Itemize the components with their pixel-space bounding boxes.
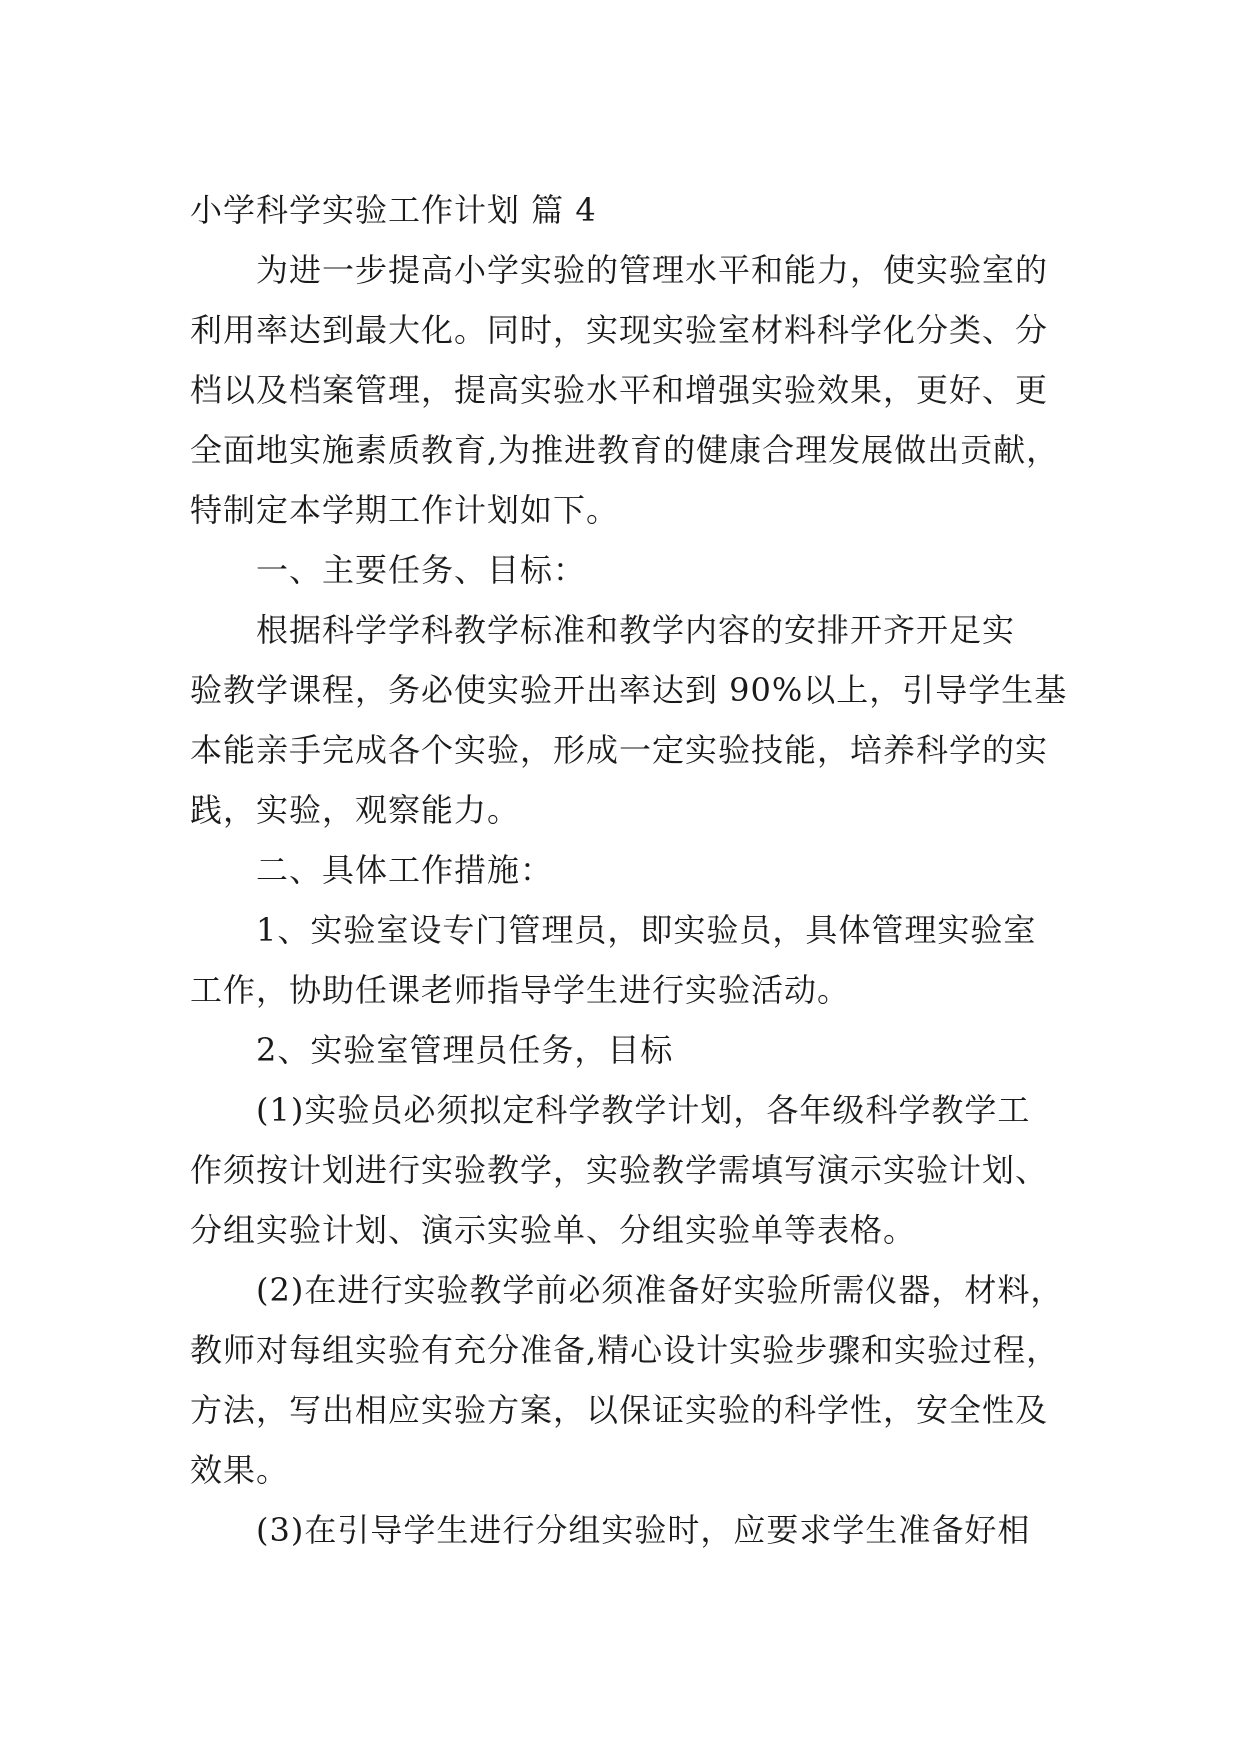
paragraph-line: 方法，写出相应实验方案，以保证实验的科学性，安全性及 xyxy=(190,1391,1049,1429)
paragraph-line: 特制定本学期工作计划如下。 xyxy=(190,491,620,529)
paragraph-line: 为进一步提高小学实验的管理水平和能力，使实验室的 xyxy=(256,251,1049,289)
paragraph-line: 1、实验室设专门管理员，即实验员，具体管理实验室 xyxy=(256,911,1037,949)
paragraph-line: 工作，协助任课老师指导学生进行实验活动。 xyxy=(190,971,851,1009)
paragraph-line: (1)实验员必须拟定科学教学计划，各年级科学教学工 xyxy=(256,1091,1031,1129)
paragraph-line: 利用率达到最大化。同时，实现实验室材料科学化分类、分 xyxy=(190,311,1049,349)
section-heading: 二、具体工作措施： xyxy=(256,851,554,889)
paragraph-line: 2、实验室管理员任务，目标 xyxy=(256,1031,674,1069)
paragraph-line: 全面地实施素质教育,为推进教育的健康合理发展做出贡献， xyxy=(190,431,1060,469)
paragraph-line: 分组实验计划、演示实验单、分组实验单等表格。 xyxy=(190,1211,917,1249)
section-heading: 一、主要任务、目标： xyxy=(256,551,587,589)
paragraph-line: 验教学课程，务必使实验开出率达到 90%以上，引导学生基 xyxy=(190,671,1068,709)
paragraph-line: 档以及档案管理，提高实验水平和增强实验效果，更好、更 xyxy=(190,371,1049,409)
paragraph-line: (3)在引导学生进行分组实验时，应要求学生准备好相 xyxy=(256,1511,1031,1549)
paragraph-line: 本能亲手完成各个实验，形成一定实验技能，培养科学的实 xyxy=(190,731,1049,769)
paragraph-line: 根据科学学科教学标准和教学内容的安排开齐开足实 xyxy=(256,611,1016,649)
paragraph-line: 教师对每组实验有充分准备,精心设计实验步骤和实验过程， xyxy=(190,1331,1060,1369)
document-title: 小学科学实验工作计划 篇 4 xyxy=(190,191,597,229)
paragraph-line: 作须按计划进行实验教学，实验教学需填写演示实验计划、 xyxy=(190,1151,1049,1189)
paragraph-line: (2)在进行实验教学前必须准备好实验所需仪器，材料， xyxy=(256,1271,1064,1309)
paragraph-line: 践，实验，观察能力。 xyxy=(190,791,521,829)
paragraph-line: 效果。 xyxy=(190,1451,290,1489)
